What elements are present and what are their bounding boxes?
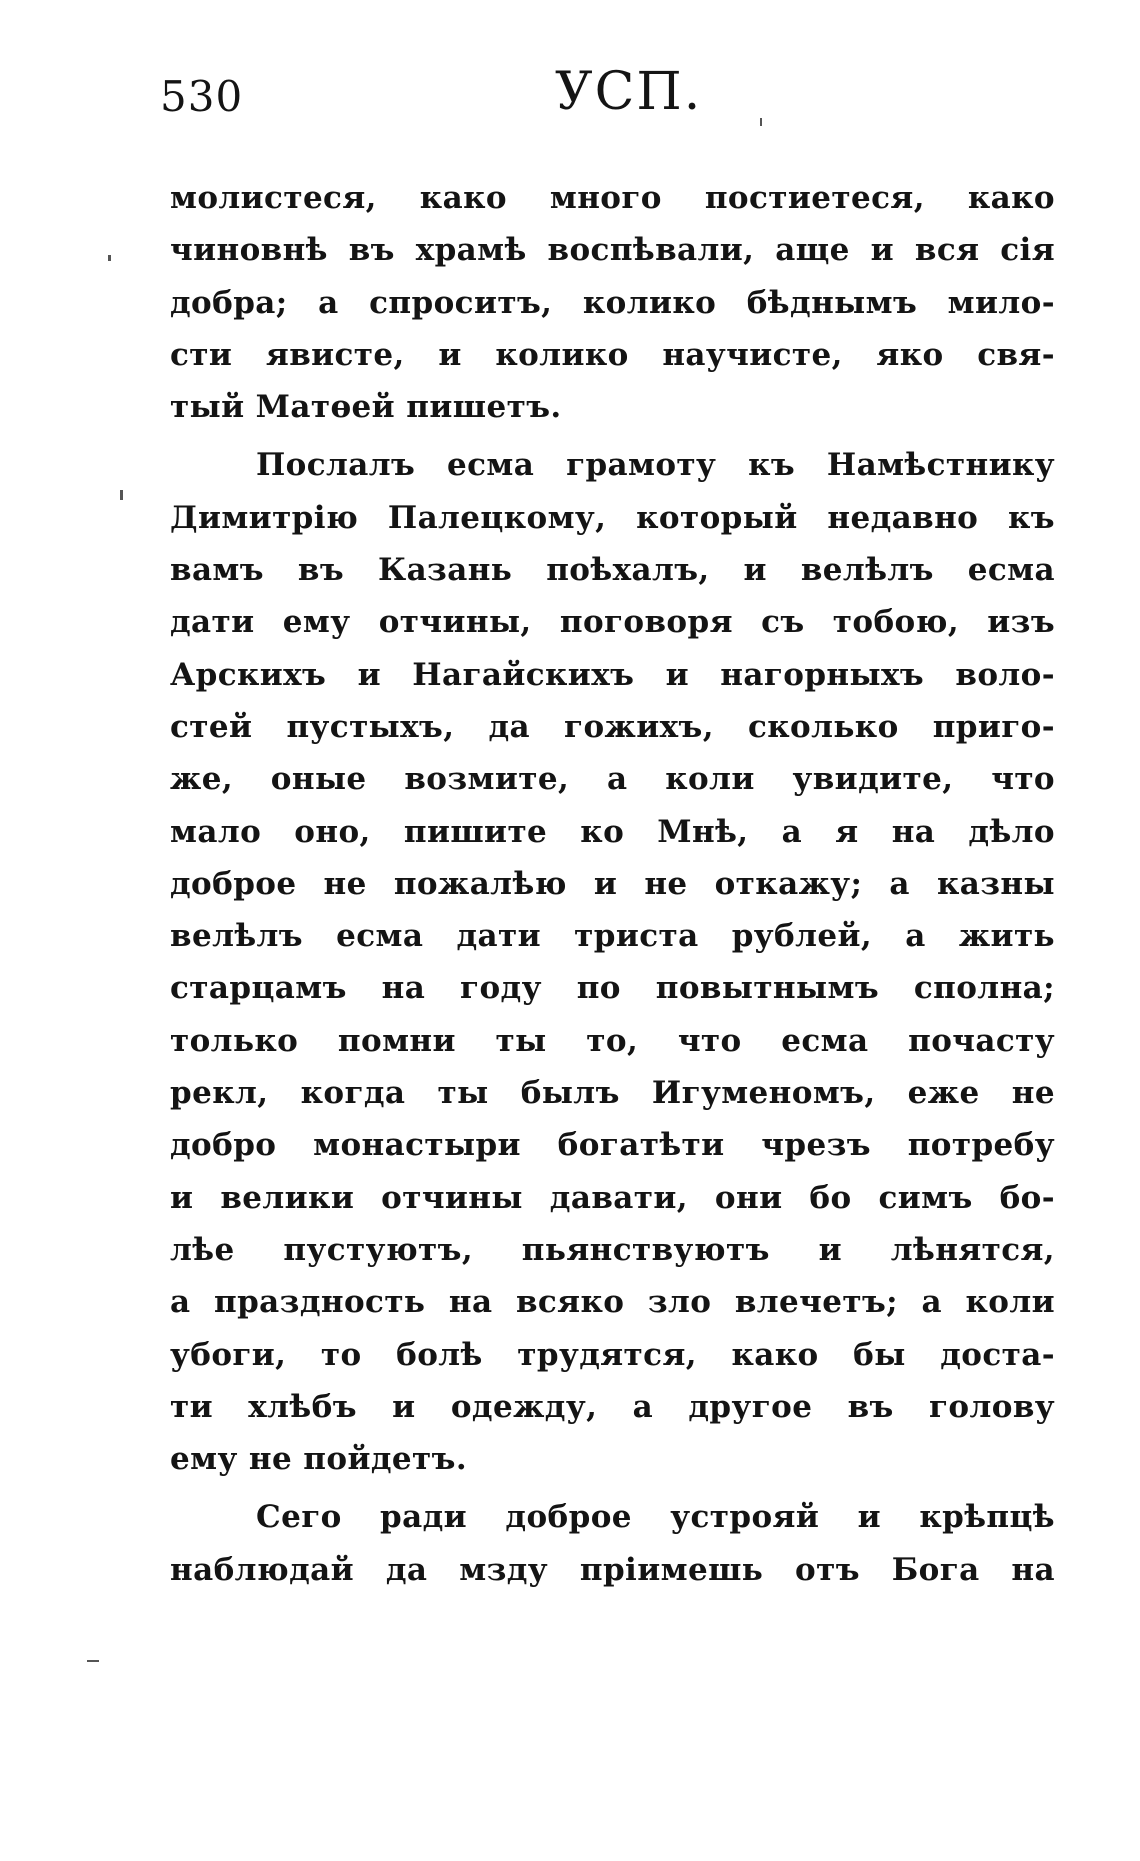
text-line: и велики отчины давати, они бо симъ бо- xyxy=(170,1179,1055,1216)
text-line: убоги, то болѣ трудятся, како бы доста- xyxy=(170,1336,1055,1373)
text-line: доброе не пожалѣю и не откажу; а казны xyxy=(170,865,1055,902)
text-line: а праздность на всяко зло влечетъ; а коли xyxy=(170,1284,1055,1321)
text-line: только помни ты то, что есма почасту xyxy=(170,1022,1055,1059)
text-line: Димитрію Палецкому, который недавно къ xyxy=(170,499,1055,536)
text-line: наблюдай да мзду пріимешь отъ Бога на xyxy=(170,1551,1055,1588)
text-line: молистеся, како много постиетеся, како xyxy=(170,180,1055,216)
text-line: рекл, когда ты былъ Игуменомъ, еже не xyxy=(170,1075,1055,1112)
text-line: Арскихъ и Нагайскихъ и нагорныхъ воло- xyxy=(170,656,1055,693)
text-line: добра; а спроситъ, колико бѣднымъ мило- xyxy=(170,284,1055,321)
scan-speck xyxy=(120,490,123,500)
text-line: велѣлъ есма дати триста рублей, а жить xyxy=(170,918,1055,955)
text-line: сти явисте, и колико научисте, яко свя- xyxy=(170,336,1055,373)
text-line: тый Матөей пишетъ. xyxy=(170,389,562,426)
text-line: чиновнѣ въ храмѣ воспѣвали, аще и вся сія xyxy=(170,232,1055,269)
scan-speck xyxy=(108,255,111,261)
text-line: ему не пойдетъ. xyxy=(170,1441,468,1478)
scan-speck xyxy=(87,1660,99,1662)
text-line: ти хлѣбъ и одежду, а другое въ голову xyxy=(170,1388,1055,1425)
running-head: УСП. xyxy=(555,62,703,122)
text-line: дати ему отчины, поговоря съ тобою, изъ xyxy=(170,604,1055,641)
body-text xyxy=(170,172,1055,1596)
paragraph-first-line: Сего ради доброе устрояй и крѣпцѣ xyxy=(256,1499,1055,1536)
text-line: же, оные возмите, а коли увидите, что xyxy=(170,761,1055,798)
text-line: стей пустыхъ, да гожихъ, сколько приго- xyxy=(170,708,1055,745)
paragraph-first-line: Послалъ есма грамоту къ Намѣстнику xyxy=(256,447,1055,484)
text-line: мало оно, пишите ко Мнѣ, а я на дѣло xyxy=(170,813,1055,850)
text-line: добро монастыри богатѣти чрезъ потребу xyxy=(170,1127,1055,1164)
text-line: вамъ въ Казань поѣхалъ, и велѣлъ есма xyxy=(170,552,1055,589)
page-number: 530 xyxy=(160,72,244,121)
text-line: старцамъ на году по повытнымъ сполна; xyxy=(170,970,1055,1007)
scan-speck xyxy=(760,118,762,126)
text-line: лѣе пустуютъ, пьянствуютъ и лѣнятся, xyxy=(170,1231,1055,1268)
